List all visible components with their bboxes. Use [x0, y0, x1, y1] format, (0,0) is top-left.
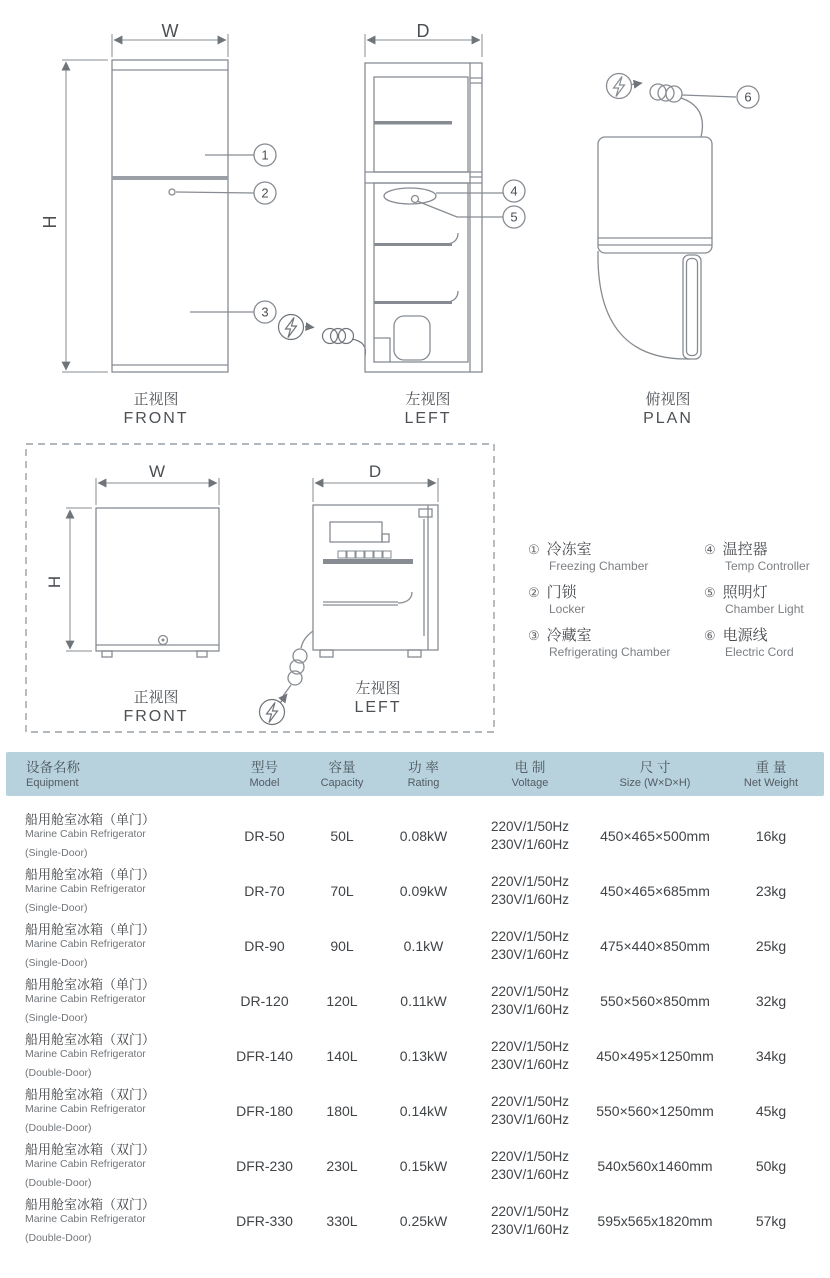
equipment-door-type: (Double-Door) — [25, 1176, 92, 1189]
caption-left-top — [366, 390, 490, 429]
caption-en: FRONT — [123, 410, 189, 427]
table-row — [6, 1138, 824, 1193]
equipment-name-en: Marine Cabin Refrigerator — [25, 1212, 146, 1225]
header-model — [222, 759, 307, 790]
rating-cell: 0.15kW — [399, 1157, 448, 1174]
header-weight — [720, 759, 822, 790]
voltage-line1: 220V/1/50Hz — [490, 1093, 570, 1109]
size-cell: 475×440×850mm — [600, 937, 710, 954]
table-row — [6, 973, 824, 1028]
equipment-cell — [6, 922, 222, 970]
equipment-name-zh: 船用舱室冰箱（双门） — [25, 1031, 156, 1047]
header-en: Equipment — [26, 776, 79, 789]
caption-zh: 俯视图 — [645, 391, 691, 408]
table-row — [6, 1028, 824, 1083]
equipment-name-en: Marine Cabin Refrigerator — [25, 827, 146, 840]
voltage-line2: 230V/1/60Hz — [490, 1001, 570, 1017]
caption-zh: 左视图 — [355, 680, 401, 697]
dim-h-top: H — [40, 215, 60, 229]
model-cell: DFR-230 — [236, 1157, 293, 1174]
header-zh: 重 量 — [755, 759, 787, 775]
table-row — [6, 863, 824, 918]
equipment-cell — [6, 812, 222, 860]
temp-controller-mark — [384, 188, 436, 204]
voltage-line1: 220V/1/50Hz — [490, 928, 570, 944]
size-cell: 450×465×685mm — [600, 882, 710, 899]
equipment-name-zh: 船用舱室冰箱（双门） — [25, 1086, 156, 1102]
capacity-cell: 120L — [326, 992, 358, 1009]
weight-cell: 34kg — [755, 1047, 787, 1064]
legend-en: Locker — [549, 602, 586, 616]
rating-cell: 0.09kW — [399, 882, 448, 899]
legend-zh: 冷冻室 — [546, 541, 592, 558]
dim-d-top: D — [416, 21, 430, 41]
capacity-cell: 330L — [326, 1212, 358, 1229]
model-cell: DR-50 — [244, 827, 285, 844]
voltage-cell — [470, 983, 590, 1019]
power-cord-icon-small — [260, 694, 288, 725]
caption-en: PLAN — [643, 410, 693, 427]
legend-num: ⑤ — [704, 585, 716, 600]
evaporator-mark — [330, 522, 382, 542]
equipment-name-zh: 船用舱室冰箱（双门） — [25, 1196, 156, 1212]
equipment-name-zh: 船用舱室冰箱（单门） — [25, 976, 156, 992]
equipment-door-type: (Double-Door) — [25, 1121, 92, 1134]
equipment-name-en: Marine Cabin Refrigerator — [25, 937, 146, 950]
callout-3: 3 — [261, 304, 269, 320]
legend-item — [704, 583, 830, 617]
voltage-line1: 220V/1/50Hz — [490, 983, 570, 999]
lightning-icon — [267, 703, 278, 723]
legend-num: ② — [528, 585, 540, 600]
voltage-line2: 230V/1/60Hz — [490, 836, 570, 852]
model-cell: DR-120 — [240, 992, 289, 1009]
model-cell: DR-70 — [244, 882, 285, 899]
voltage-line2: 230V/1/60Hz — [490, 1221, 570, 1237]
voltage-cell — [470, 818, 590, 854]
size-cell: 450×495×1250mm — [596, 1047, 714, 1064]
dim-w-top: W — [161, 21, 179, 41]
header-zh: 尺 寸 — [639, 759, 671, 775]
weight-cell: 57kg — [755, 1212, 787, 1229]
power-cord-icon-top — [279, 315, 366, 357]
table-row — [6, 808, 824, 863]
dim-d-small: D — [368, 462, 382, 481]
header-en: Model — [249, 776, 280, 789]
equipment-name-en: Marine Cabin Refrigerator — [25, 1047, 146, 1060]
header-capacity — [307, 759, 377, 790]
header-rating — [377, 759, 470, 790]
compressor-mark — [394, 316, 430, 360]
weight-cell: 50kg — [755, 1157, 787, 1174]
legend-item — [528, 626, 698, 660]
header-zh: 设备名称 — [26, 759, 80, 775]
legend-num: ④ — [704, 542, 716, 557]
header-en: Voltage — [511, 776, 549, 789]
equipment-door-type: (Single-Door) — [25, 1011, 88, 1024]
header-size — [590, 759, 720, 790]
legend-zh: 温控器 — [722, 541, 768, 558]
equipment-door-type: (Single-Door) — [25, 956, 88, 969]
legend-item — [528, 540, 698, 574]
model-cell: DFR-140 — [236, 1047, 293, 1064]
equipment-cell — [6, 1197, 222, 1245]
legend-item — [528, 583, 698, 617]
legend-num: ③ — [528, 628, 540, 643]
dim-w-small: W — [148, 462, 166, 481]
capacity-cell: 230L — [326, 1157, 358, 1174]
header-zh: 容量 — [328, 759, 356, 775]
weight-cell: 16kg — [755, 827, 787, 844]
voltage-line2: 230V/1/60Hz — [490, 1111, 570, 1127]
equipment-name-zh: 船用舱室冰箱（单门） — [25, 866, 156, 882]
equipment-name-zh: 船用舱室冰箱（双门） — [25, 1141, 156, 1157]
size-cell: 550×560×1250mm — [596, 1102, 714, 1119]
caption-plan — [606, 390, 730, 429]
caption-zh: 正视图 — [133, 689, 179, 706]
size-cell: 550×560×850mm — [600, 992, 710, 1009]
voltage-line1: 220V/1/50Hz — [490, 1203, 570, 1219]
header-en: Net Weight — [743, 776, 799, 789]
left-view-top-drawing — [365, 34, 525, 372]
size-cell: 540x560x1460mm — [597, 1157, 713, 1174]
table-row — [6, 1083, 824, 1138]
equipment-name-en: Marine Cabin Refrigerator — [25, 1102, 146, 1115]
lightning-icon — [286, 318, 297, 338]
voltage-cell — [470, 928, 590, 964]
legend-en: Refrigerating Chamber — [549, 645, 671, 659]
rating-cell: 0.1kW — [403, 937, 444, 954]
voltage-cell — [470, 1148, 590, 1184]
callout-4: 4 — [510, 183, 518, 199]
rating-cell: 0.13kW — [399, 1047, 448, 1064]
legend-zh: 照明灯 — [722, 584, 768, 601]
legend-en: Electric Cord — [725, 645, 794, 659]
caption-en: FRONT — [123, 708, 189, 725]
caption-zh: 左视图 — [405, 391, 451, 408]
caption-front-small — [94, 688, 218, 727]
rating-cell: 0.11kW — [400, 992, 447, 1009]
voltage-cell — [470, 1203, 590, 1239]
caption-zh: 正视图 — [133, 391, 179, 408]
legend-column-1 — [528, 540, 698, 669]
header-en: Rating — [407, 776, 440, 789]
header-zh: 功 率 — [408, 759, 439, 775]
door-lock-mark — [169, 189, 175, 195]
equipment-cell — [6, 867, 222, 915]
plan-view-drawing — [598, 74, 759, 360]
legend-en: Chamber Light — [725, 602, 804, 616]
legend-zh: 门锁 — [546, 584, 577, 601]
caption-en: LEFT — [404, 410, 452, 427]
callout-1: 1 — [261, 147, 269, 163]
caption-front-top — [94, 390, 218, 429]
legend-num: ⑥ — [704, 628, 716, 643]
legend-column-2 — [704, 540, 830, 669]
legend-item — [704, 540, 830, 574]
table-row — [6, 918, 824, 973]
voltage-line2: 230V/1/60Hz — [490, 1166, 570, 1182]
table-row — [6, 1193, 824, 1248]
legend-en: Freezing Chamber — [549, 559, 649, 573]
equipment-door-type: (Single-Door) — [25, 846, 88, 859]
callout-2: 2 — [261, 185, 269, 201]
equipment-name-en: Marine Cabin Refrigerator — [25, 882, 146, 895]
left-view-small-drawing — [283, 478, 438, 696]
lightning-icon — [614, 77, 625, 97]
equipment-name-zh: 船用舱室冰箱（单门） — [25, 811, 156, 827]
weight-cell: 23kg — [755, 882, 787, 899]
size-cell: 595x565x1820mm — [597, 1212, 713, 1229]
equipment-door-type: (Double-Door) — [25, 1066, 92, 1079]
ice-tray-mark — [338, 551, 391, 558]
caption-en: LEFT — [354, 699, 402, 716]
equipment-door-type: (Single-Door) — [25, 901, 88, 914]
capacity-cell: 50L — [330, 827, 354, 844]
legend-num: ① — [528, 542, 540, 557]
weight-cell: 32kg — [755, 992, 787, 1009]
size-cell: 450×465×500mm — [600, 827, 710, 844]
capacity-cell: 70L — [330, 882, 354, 899]
rating-cell: 0.25kW — [399, 1212, 448, 1229]
voltage-line2: 230V/1/60Hz — [490, 891, 570, 907]
capacity-cell: 140L — [326, 1047, 358, 1064]
capacity-cell: 180L — [326, 1102, 358, 1119]
voltage-cell — [470, 873, 590, 909]
model-cell: DFR-180 — [236, 1102, 293, 1119]
header-equipment — [6, 759, 222, 790]
callout-6: 6 — [744, 89, 752, 105]
voltage-cell — [470, 1038, 590, 1074]
header-en: Capacity — [320, 776, 364, 789]
voltage-line2: 230V/1/60Hz — [490, 1056, 570, 1072]
model-cell: DR-90 — [244, 937, 285, 954]
legend-zh: 冷藏室 — [546, 627, 592, 644]
legend-en: Temp Controller — [725, 559, 810, 573]
equipment-cell — [6, 1032, 222, 1080]
header-en: Size (W×D×H) — [619, 776, 691, 789]
equipment-name-en: Marine Cabin Refrigerator — [25, 1157, 146, 1170]
caption-left-small — [316, 679, 440, 718]
voltage-line1: 220V/1/50Hz — [490, 1148, 570, 1164]
equipment-cell — [6, 977, 222, 1025]
equipment-name-zh: 船用舱室冰箱（单门） — [25, 921, 156, 937]
table-header — [6, 752, 824, 796]
weight-cell: 45kg — [755, 1102, 787, 1119]
dim-h-small: H — [45, 575, 64, 589]
open-door-plan — [683, 255, 701, 359]
voltage-line1: 220V/1/50Hz — [490, 818, 570, 834]
equipment-name-en: Marine Cabin Refrigerator — [25, 992, 146, 1005]
door-swing-arc — [598, 251, 690, 359]
capacity-cell: 90L — [330, 937, 354, 954]
header-zh: 电 制 — [514, 759, 546, 775]
voltage-line2: 230V/1/60Hz — [490, 946, 570, 962]
equipment-door-type: (Double-Door) — [25, 1231, 92, 1244]
weight-cell: 25kg — [755, 937, 787, 954]
legend-zh: 电源线 — [722, 627, 768, 644]
front-view-top-drawing — [62, 34, 276, 372]
rating-cell: 0.14kW — [399, 1102, 448, 1119]
voltage-cell — [470, 1093, 590, 1129]
callout-5: 5 — [510, 209, 518, 225]
front-view-small-drawing — [66, 478, 219, 657]
voltage-line1: 220V/1/50Hz — [490, 1038, 570, 1054]
equipment-cell — [6, 1087, 222, 1135]
equipment-cell — [6, 1142, 222, 1190]
rating-cell: 0.08kW — [399, 827, 448, 844]
header-zh: 型号 — [251, 759, 278, 775]
voltage-line1: 220V/1/50Hz — [490, 873, 570, 889]
model-cell: DFR-330 — [236, 1212, 293, 1229]
legend-item — [704, 626, 830, 660]
header-voltage — [470, 759, 590, 790]
